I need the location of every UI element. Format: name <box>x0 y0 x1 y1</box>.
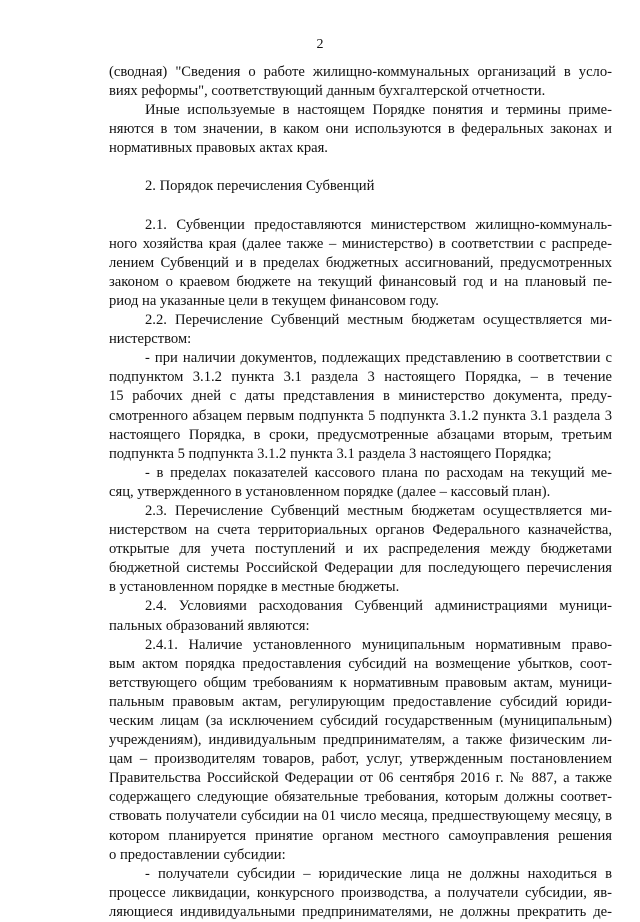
text-line: 2.1. Субвенции предоставляются министерством жилищно-коммуналь- <box>145 216 612 233</box>
paragraph-2-3 <box>109 502 612 597</box>
text-line: 2.3. Перечисление Субвенций местным бюджетам осуществляется ми- <box>145 502 612 519</box>
text-line: няются в том значении, в каком они используются в федеральных законах и <box>109 121 612 138</box>
text-line: ляющиеся индивидуальными предпринимателями, не должны прекратить де- <box>109 903 612 920</box>
text-line: сяц, утвержденного в установленном порядке (далее – кассовый план). <box>109 483 551 500</box>
text-line: ветствующего общим требованиям к нормативным правовым актам, муници- <box>109 674 612 691</box>
text-line: 2.4.1. Наличие установленного муниципальным нормативным право- <box>145 636 612 653</box>
paragraph-2-1 <box>109 216 612 311</box>
text-line: вым актом порядка предоставления субсидий на возмещение убытков, соот- <box>109 655 612 672</box>
text-line: процессе ликвидации, конкурсного производства, а получатели субсидии, яв- <box>109 884 612 901</box>
paragraph-2-2-item-documents <box>109 349 612 464</box>
text-line: в установленном порядке в местные бюджеты. <box>109 579 400 596</box>
text-line: Иные используемые в настоящем Порядке понятия и термины приме- <box>145 102 612 119</box>
text-line: Правительства Российской Федерации от 06 сентября 2016 г. № 887, а также <box>109 770 612 787</box>
text-line: подпункта 5 подпункта 3.1.2 пункта 3.1 раздела 3 настоящего Порядка; <box>109 445 552 462</box>
text-line: виях реформы", соответствующий данным бухгалтерской отчетности. <box>109 83 546 100</box>
text-line: ного хозяйства края (далее также – министерство) в соответствии с распреде- <box>109 235 612 252</box>
paragraph-terms <box>109 101 612 158</box>
text-line: содержащего следующие обязательные требования, которым должны соответ- <box>109 789 612 806</box>
text-line: пальным правовым актам, регулирующим предоставление субсидий юриди- <box>109 693 612 710</box>
text-line: котором планируется принятие органом местного самоуправления решения <box>109 827 612 844</box>
text-line: смотренного абзацем первым подпункта 5 подпункта 3.1.2 пункта 3.1 раздела 3 <box>109 407 612 424</box>
text-line: нистерством: <box>109 331 192 348</box>
text-line: - получатели субсидии – юридические лица не должны находиться в <box>145 865 612 882</box>
text-line: нистерством на счета территориальных органов Федерального казначейства, <box>109 522 612 539</box>
text-line: 2.4. Условиями расходования Субвенций администрациями муници- <box>145 598 612 615</box>
text-line: о предоставлении субсидии: <box>109 846 286 863</box>
text-line: - в пределах показателей кассового плана по расходам на текущий ме- <box>145 464 612 481</box>
text-line: 15 рабочих дней с даты представления в министерство документа, преду- <box>109 388 612 405</box>
paragraph-statement-continuation <box>109 63 612 101</box>
text-line: ческим лицам (за исключением субсидий государственным (муниципальным) <box>109 713 612 729</box>
section-heading <box>109 177 612 196</box>
paragraph-2-4 <box>109 597 612 635</box>
text-line: 2.2. Перечисление Субвенций местным бюджетам осуществляется ми- <box>145 312 612 329</box>
text-line: лением Субвенций и в пределах бюджетных ассигнований, предусмотренных <box>109 254 612 271</box>
text-line: цам – производителям товаров, работ, услуг, утвержденным постановлением <box>109 751 612 768</box>
page-number: 2 <box>316 37 324 52</box>
section-heading-text: 2. Порядок перечисления Субвенций <box>145 178 375 195</box>
text-line: ствовать получатели субсидии на 01 число месяца, предшествующему месяцу, в <box>109 808 612 825</box>
text-line: риод на указанные цели в текущем финансовом году. <box>109 292 439 309</box>
text-line: - при наличии документов, подлежащих представлению в соответствии с <box>145 350 612 367</box>
text-line: (сводная) "Сведения о работе жилищно-коммунальных организаций в усло- <box>109 64 612 80</box>
document-body <box>109 63 612 922</box>
text-line: учреждениям), индивидуальным предпринимателям, а также физическим ли- <box>109 732 612 749</box>
text-line: пальных образований являются: <box>109 617 310 634</box>
paragraph-2-2-item-cash-plan <box>109 464 612 502</box>
text-line: законом о краевом бюджете на текущий финансовый год и на плановый пе- <box>109 273 612 290</box>
paragraph-2-2 <box>109 311 612 349</box>
text-line: бюджетной системы Российской Федерации для последующего перечисления <box>109 560 612 577</box>
text-line: нормативных правовых актах края. <box>109 140 328 157</box>
paragraph-2-4-1 <box>109 636 612 865</box>
text-line: открытые для учета поступлений и их распределения между бюджетами <box>109 541 612 558</box>
paragraph-2-4-1-item-liquidation <box>109 865 612 922</box>
section-gap <box>109 158 612 177</box>
section-gap <box>109 197 612 216</box>
text-line: подпунктом 3.1.2 пункта 3.1 раздела 3 настоящего Порядка, – в течение <box>109 369 612 386</box>
text-line: настоящего Порядка, в сроки, предусмотренные абзацами вторым, третьим <box>109 426 612 443</box>
